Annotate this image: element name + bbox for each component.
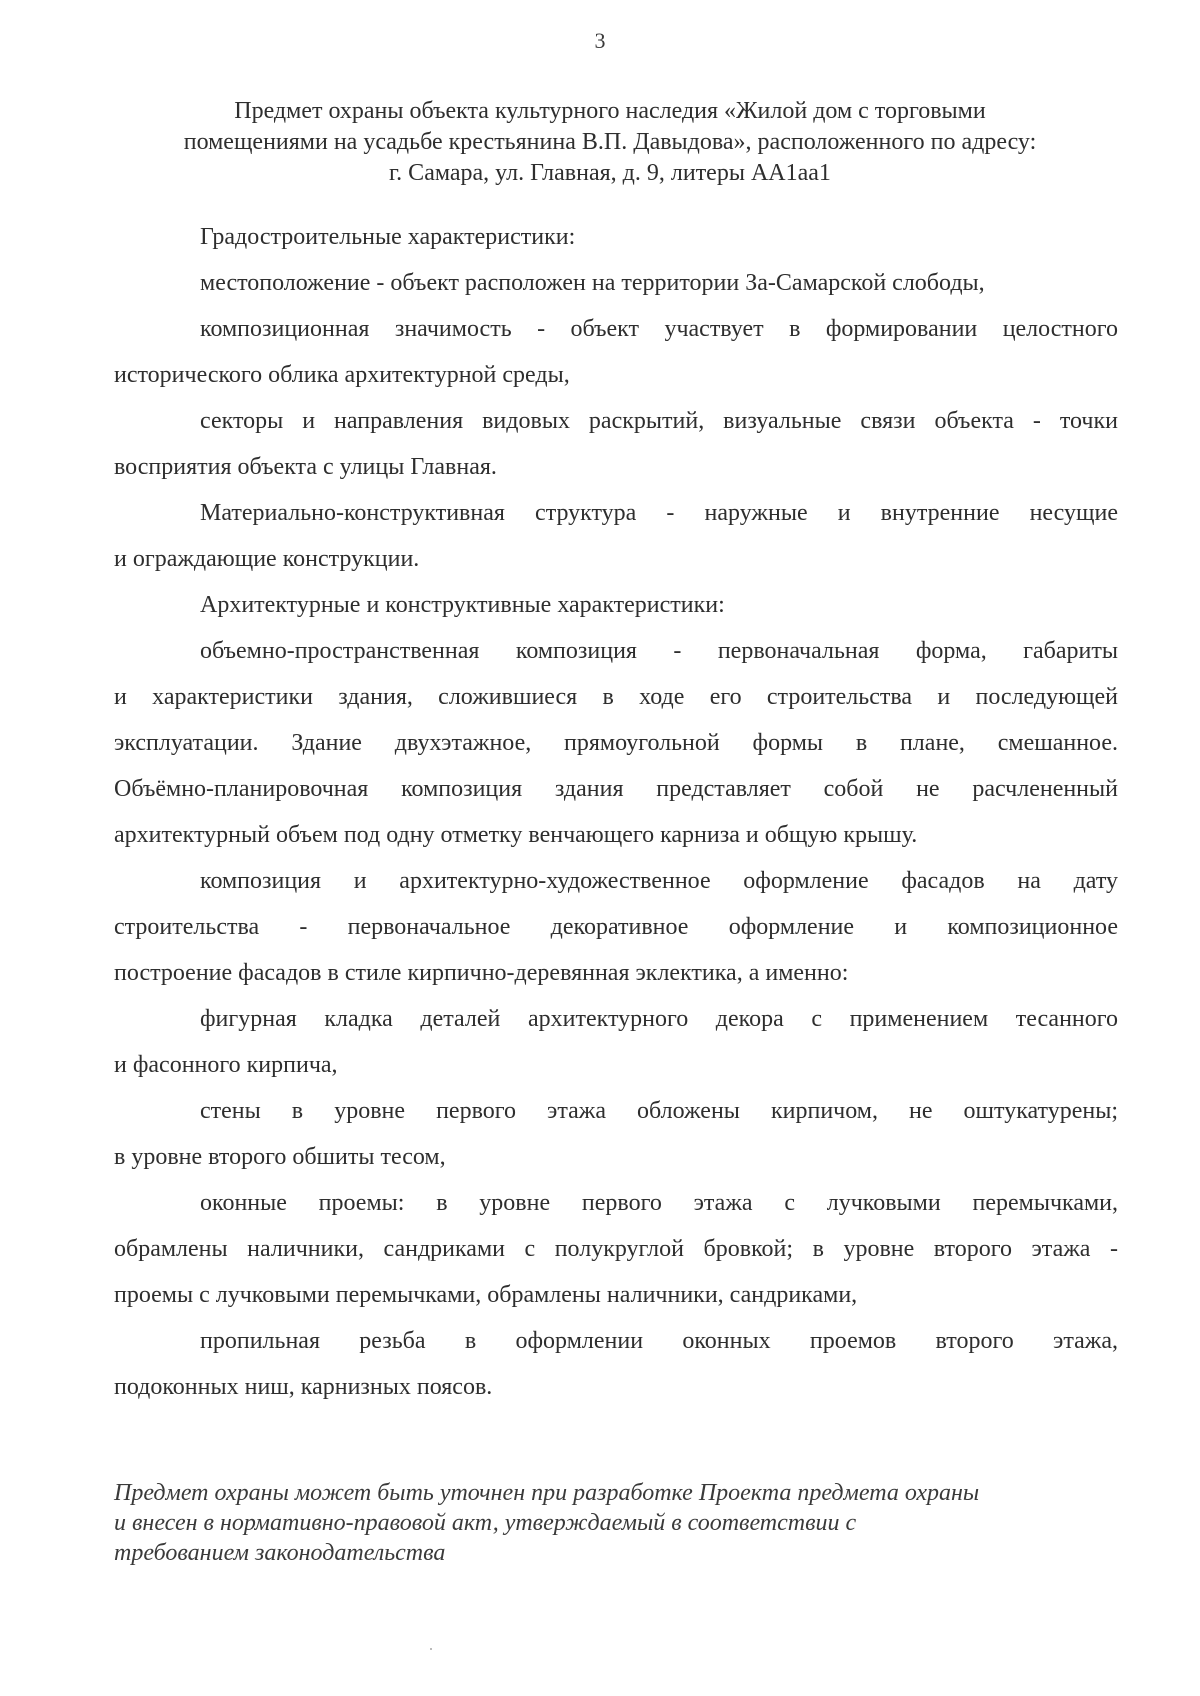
text-line: Материально-конструктивная структура - наружные и внутренние несущие: [200, 500, 1118, 526]
text-line: оконные проемы: в уровне первого этажа с лучковыми перемычками,: [200, 1190, 1118, 1216]
paragraph-location: [114, 260, 1118, 306]
text-line: и ограждающие конструкции.: [114, 546, 420, 572]
text-line: эксплуатации. Здание двухэтажное, прямоугольной формы в плане, смешанное.: [114, 730, 1118, 756]
text-line: проемы с лучковыми перемычками, обрамлены наличники, сандриками,: [114, 1282, 858, 1308]
text-line: местоположение - объект расположен на территории За-Самарской слободы,: [200, 270, 985, 296]
text-line: строительства - первоначальное декоративное оформление и композиционное: [114, 914, 1118, 940]
text-line: Архитектурные и конструктивные характеристики:: [200, 592, 725, 618]
text-line: объемно-пространственная композиция - первоначальная форма, габариты: [200, 638, 1118, 664]
text-line: исторического облика архитектурной среды,: [114, 362, 570, 388]
text-line: и характеристики здания, сложившиеся в ходе его строительства и последующей: [114, 684, 1118, 710]
text-line: стены в уровне первого этажа обложены кирпичом, не оштукатурены;: [200, 1098, 1118, 1124]
text-line: обрамлены наличники, сандриками с полукруглой бровкой; в уровне второго этажа -: [114, 1236, 1118, 1262]
note-line: требованием законодательства: [114, 1540, 446, 1566]
paragraph-view-sectors: [114, 398, 1118, 490]
paragraph-facade-composition: [114, 858, 1118, 996]
document-body: [114, 214, 1118, 1410]
title-line: г. Самара, ул. Главная, д. 9, литеры АА1аа1: [389, 160, 831, 186]
paragraph-architectural-characteristics: [114, 582, 1118, 628]
text-line: пропильная резьба в оформлении оконных проемов второго этажа,: [200, 1328, 1118, 1354]
note-line: и внесен в нормативно-правовой акт, утверждаемый в соответствии с: [114, 1510, 857, 1536]
text-line: фигурная кладка деталей архитектурного декора с применением тесанного: [200, 1006, 1118, 1032]
text-line: в уровне второго обшиты тесом,: [114, 1144, 446, 1170]
note-line: Предмет охраны может быть уточнен при разработке Проекта предмета охраны: [114, 1480, 980, 1506]
paragraph-compositional-significance: [114, 306, 1118, 398]
title-line: Предмет охраны объекта культурного наследия «Жилой дом с торговыми: [234, 98, 986, 124]
text-line: секторы и направления видовых раскрытий, визуальные связи объекта - точки: [200, 408, 1118, 434]
paragraph-urban-characteristics: [114, 214, 1118, 260]
text-line: и фасонного кирпича,: [114, 1052, 338, 1078]
paragraph-walls: [114, 1088, 1118, 1180]
paragraph-window-openings: [114, 1180, 1118, 1318]
text-line: подоконных ниш, карнизных поясов.: [114, 1374, 493, 1400]
paragraph-material-structure: [114, 490, 1118, 582]
page-number: 3: [594, 28, 606, 53]
text-line: архитектурный объем под одну отметку венчающего карниза и общую крышу.: [114, 822, 918, 848]
text-line: композиционная значимость - объект участвует в формировании целостного: [200, 316, 1118, 342]
title-line: помещениями на усадьбе крестьянина В.П. Давыдова», расположенного по адресу:: [183, 129, 1037, 155]
document-title: [110, 96, 1110, 189]
text-line: восприятия объекта с улицы Главная.: [114, 454, 497, 480]
paragraph-fretwork: [114, 1318, 1118, 1410]
text-line: Градостроительные характеристики:: [200, 224, 576, 250]
scan-speck: [430, 1648, 432, 1650]
paragraph-volume-composition: [114, 628, 1118, 858]
text-line: композиция и архитектурно-художественное оформление фасадов на дату: [200, 868, 1118, 894]
italic-note: [114, 1478, 1118, 1568]
text-line: Объёмно-планировочная композиция здания представляет собой не расчлененный: [114, 776, 1118, 802]
paragraph-figured-masonry: [114, 996, 1118, 1088]
text-line: построение фасадов в стиле кирпично-деревянная эклектика, а именно:: [114, 960, 849, 986]
